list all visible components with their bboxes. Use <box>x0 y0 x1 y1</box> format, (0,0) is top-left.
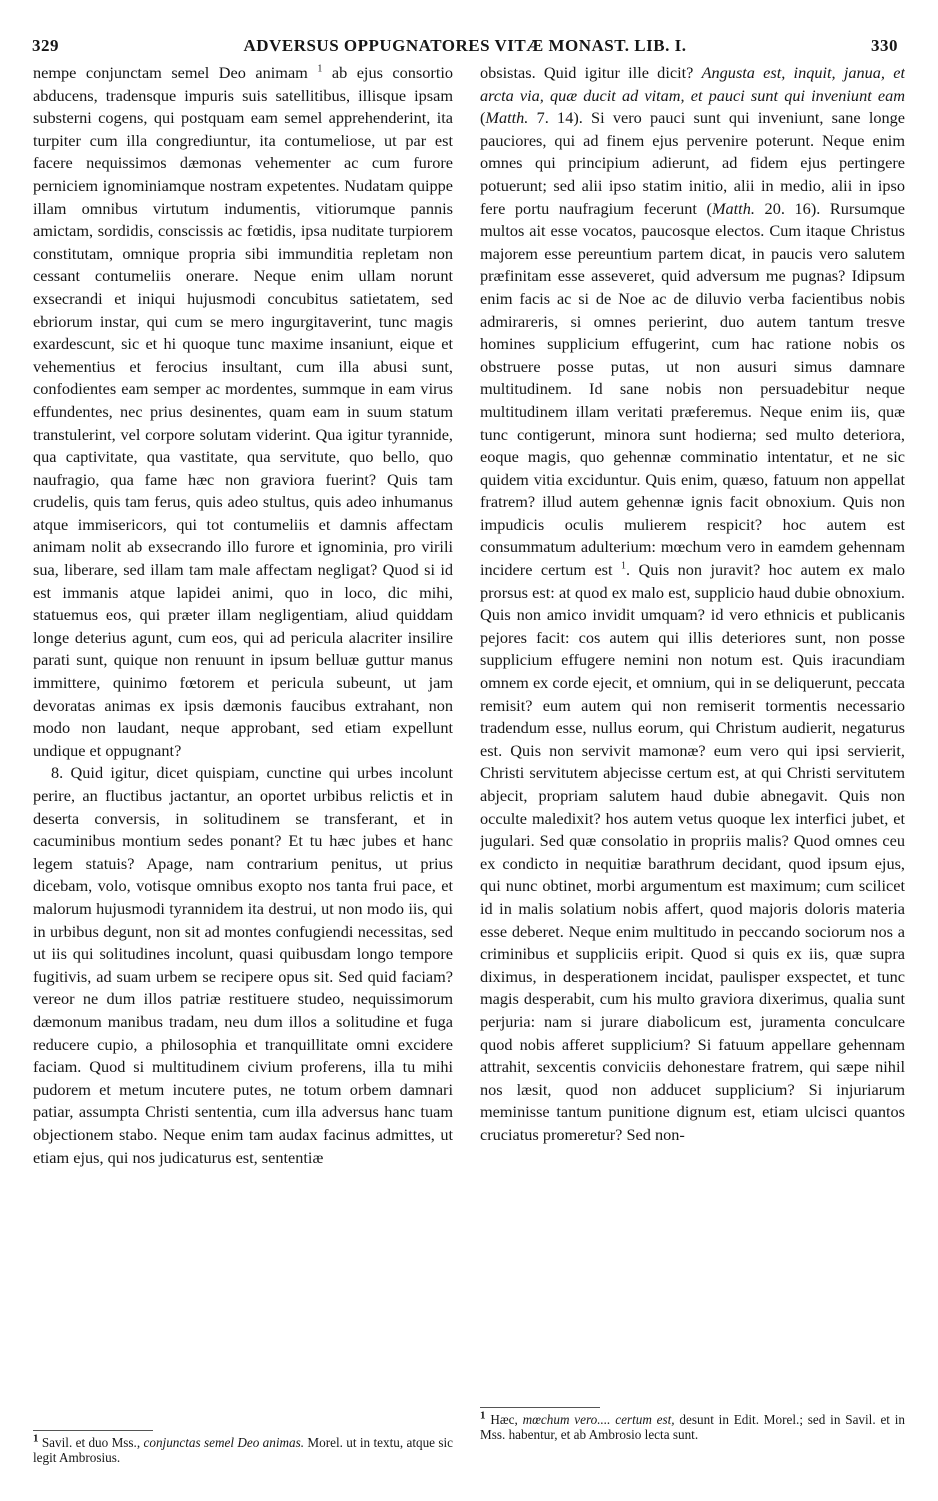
footnote-mark-left: 1 <box>33 1432 39 1445</box>
footnote-left <box>33 1432 454 1465</box>
footnote-left-a: Savil. et duo Mss., <box>41 1435 141 1450</box>
page-number-right: 330 <box>871 36 898 55</box>
page-number-left: 329 <box>32 36 59 55</box>
footnote-left-c: Morel. ut in textu, atque sic legit Ambrosius. <box>33 1435 454 1465</box>
right-column <box>480 62 905 1408</box>
footnote-right-a: Hæc, <box>490 1412 518 1427</box>
footnote-right-b: mœchum vero.... certum est, <box>522 1412 675 1427</box>
left-paragraph-1 <box>33 62 453 762</box>
scripture-quote: Angusta est, inquit, janua, et arcta via, quæ ducit ad vitam, et pauci sunt qui inveniunt eam <box>480 63 905 105</box>
footnote-right <box>480 1409 906 1442</box>
right-text-f: . Quis non juravit? hoc autem ex malo prorsus est: at quod ex malo est, supplicio haud dubie obnoxium. Quis non amico invidit umquam? id vero ethnicis et publicanis pejores facit: cos autem qui illis deteriores sunt, non posse supplicium effugere nemini non notum est. Quis iracundiam omnem ex corde ejecit, et omnium, qui in se deliquerunt, peccata remisit? eum autem qui non remiserit tormentis necessario tradendum esse, nullus eorum, qui Christum audierit, negaturus est. Quis non servivit mamonæ? eum vero qui ipsi servierit, Christi servitutem abjecisse certum est, at qui Christi servitutem abjecit, propriam salutem haud dubie abnegavit. Quis non occulte maledixit? hos autem vetus quoque lex interfici jubet, et jugulari. Sed quæ consolatio in propriis malis? Quod omnes ceu ex condicto in nequitiæ barathrum decidant, quod ipsum ejus, qui nunc obtinet, morbi argumentum est maximum; cum scilicet id in malis solatium nobis affert, quod majoris doloris materia esse deberet. Neque enim multitudo in peccando sociorum nos a criminibus et suppliciis eripit. Quod si quis ex iis, quæ supra diximus, in desperationem incidat, paulisper exspectet, et tunc magis desperabit, cum his multo graviora dixerimus, qualia sunt perjuria: nam si jurare diabolicum est, juramenta conculcare quod nobis afferet supplicium? Si fatuum appellare gehennam attrahit, sexcentis conviciis dehonestare fratrem, qui sæpe nihil nos læsit, quod non adducet supplicium? Si injuriarum meminisse tantum punitione dignum est, etiam ulcisci quantos cruciatus promeretur? Sed non- <box>480 560 905 1144</box>
left-paragraph-2: 8. Quid igitur, dicet quispiam, cunctine qui urbes incolunt perire, an fluctibus jactantur, an oportet urbibus relictis et in deserta conversis, in solitudinem se transferant, et in cacuminibus montium sedes ponant? Et tu hæc jubes et hanc legem statuis? Apage, nam contrarium penitus, ut prius dicebam, volo, votisque omnibus exopto nos tanta frui pace, et malorum hujusmodi tyrannidem ita destrui, ut non modo iis, qui in urbibus degunt, non sit ad montes confugiendi necessitas, sed ut iis qui solitudines incolunt, quasi quibusdam longo tempore fugitivis, ad suam urbem se recipere opus sit. Sed quid faciam? vereor ne dum illos patriæ restituere studeo, nequissimorum dæmonum manibus tradam, neu dum illos a solitudine et fuga reducere cupio, a philosophia et tranquillitate omni excidere faciam. Quod si multitudinem civium proferens, illa tu mihi pudorem et metum incutere putes, ne totum orbem damnari patiar, assumpta Christi sententia, cum illa adversus hanc tuam objectionem stabo. Neque enim tam audax facinus admittes, ut etiam ejus, qui nos judicaturus est, sententiæ <box>33 763 453 1167</box>
running-header <box>32 36 898 60</box>
citation-number-1: 7. 14 <box>536 108 574 128</box>
running-title: ADVERSUS OPPUGNATORES VITÆ MONAST. LIB. I. <box>243 36 687 55</box>
right-text-a: obsistas. Quid igitur ille dicit? <box>480 63 694 82</box>
citation-number-2: 20. 16 <box>764 198 811 218</box>
footnote-ref-left: 1 <box>317 63 323 75</box>
left-p1-rest: ab ejus consortio abducens, tradensque impuris suis satellitibus, illisque ipsam substerni cogens, qui postquam eam semel apprehenderint, ita turpiter cum illa congrediuntur, ita contumeliose, ut par est facere nequissimos dæmonas vehementer ac cum furore perniciem ignominiamque nostram expetentes. Nudatam quippe illam omnibus virtutum indumentis, vitiorumque pannis amictam, sordidis, conscissis ac fœtidis, ipsa nuditate turpiorem constitutam, omnique propria sibi immunditia repletam non cessant contumeliis onerare. Neque enim ullam norunt exsecrandi et iniqui hujusmodi concubitus satietatem, sed ebriorum instar, qui cum se mero ingurgitaverint, tunc magis exardescunt, sic et hi quoque tunc maxime insaniunt, eique et vehementius et ferocius insultant, cum illa abusi sunt, confodientes eam semper ac mordentes, summque in eam virus effundentes, nec prius desinentes, quam eam in suum statum transtulerint, vel corpore solutam viderint. Qua igitur tyrannide, qua captivitate, qua vastitate, qua servitute, quo bello, quo naufragio, qua fame hæc non graviora fuerint? Quis tam crudelis, quis tam ferus, quis adeo stultus, quis adeo inhumanus atque immisericors, qui tot contumeliis et damnis affectam animam nolit ab exsecrando illo furore et ignominia, pro virili sua, liberare, sed illam tam male affectam negligat? Quod si id est immanis atque lapidei animi, quo in loco, dic mihi, statuemus eos, qui præter illam negligentiam, aliud quiddam longe deterius agunt, cum eos, qui ad pericula alacriter insilire parati sunt, quique non renuunt in ipsum belluæ guttur manus immittere, quinimo fœtorem et pericula subeunt, ut jam devoratas animas ex ipsis dæmonis faucibus extrahant, non modo non laudant, neque approbant, sed etiam expellunt undique et oppugnant? <box>33 63 453 760</box>
footnote-ref-right: 1 <box>620 560 626 572</box>
right-text-d: ). Si vero pauci sunt qui inveniunt, sane longe pauciores, qui ad finem ejus pervenire poterunt. Neque enim omnes qui principium adierunt, ad fidem ejus pertingere potuerunt; sed alii ipso statim initio, alii in medio, alii in ipso fere portu naufragium fecerunt ( <box>480 108 905 218</box>
footnote-left-b: conjunctas semel Deo animas. <box>143 1435 305 1450</box>
footnote-right-c: desunt in Edit. Morel.; sed in Savil. et in Mss. habentur, et ab Ambrosio lecta sunt. <box>480 1412 906 1442</box>
right-paragraph-1 <box>480 62 905 1147</box>
citation-book-1: Matth. <box>485 108 529 128</box>
footnote-rule-right <box>480 1407 600 1408</box>
left-p1-start: nempe conjunctam semel Deo animam <box>33 63 308 82</box>
citation-book-2: Matth. <box>711 198 755 218</box>
footnote-rule-left <box>33 1430 153 1431</box>
left-column <box>33 62 453 1442</box>
right-text-e: ). Rursumque multos ait esse vocatos, paucosque electos. Cum itaque Christus majorem esse pereuntium partem dicat, in paucis vero salutem præfinitam esse asseveret, quid adversum me pugnas? Idipsum enim facis ac si de Noe ac de diluvio verba facientibus nobis admirareris, si omnes perierint, duo autem tantum tresve homines supplicium effugerint, cum hac ratione nobis os obstruere posse putas, ut non ausuri simus damnare multitudinem. Id sane nobis non persuadebitur neque multitudinem illam veritati præferemus. Neque enim iis, quæ tunc contigerunt, minora sunt hodierna; sed multo deteriora, eoque magis, quo gehennæ comminatio intentatur, et ne sic quidem vitia exciduntur. Quis enim, quæso, fatuum non appellat fratrem? illud autem gehennæ ignis facit obnoxium. Quis non impudicis oculis mulierem respicit? hoc autem est consummatum adulterium: mœchum vero in eamdem gehennam incidere certum est <box>480 198 905 580</box>
footnote-mark-right: 1 <box>480 1409 486 1422</box>
paren-open: ( <box>480 108 486 128</box>
